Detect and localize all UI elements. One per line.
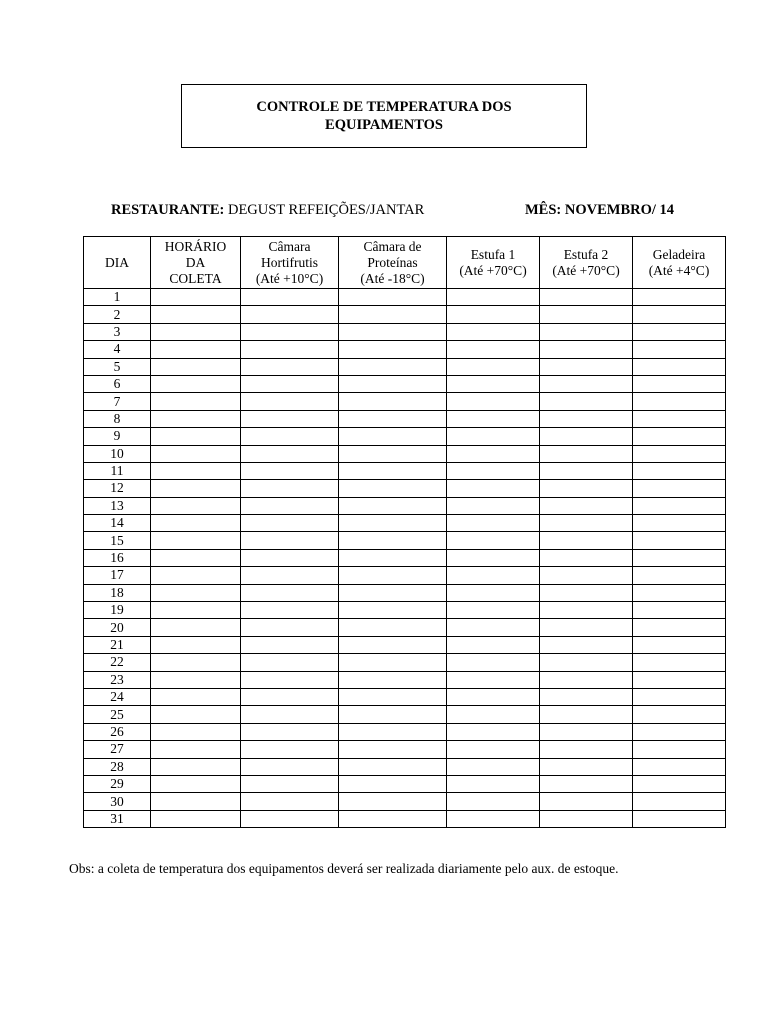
table-row bbox=[84, 793, 726, 810]
day-cell: 26 bbox=[84, 723, 151, 740]
camara-proteinas-cell[interactable] bbox=[339, 480, 447, 497]
header-horario-line: HORÁRIO bbox=[164, 238, 227, 254]
estufa-1-cell[interactable] bbox=[447, 358, 540, 375]
estufa-1-cell[interactable] bbox=[447, 671, 540, 688]
geladeira-cell[interactable] bbox=[633, 654, 726, 671]
camara-hortifrutis-cell[interactable] bbox=[241, 671, 339, 688]
estufa-2-cell[interactable] bbox=[540, 306, 633, 323]
horario-cell[interactable] bbox=[151, 358, 241, 375]
header-dia bbox=[84, 237, 151, 289]
camara-proteinas-cell[interactable] bbox=[339, 619, 447, 636]
geladeira-cell[interactable] bbox=[633, 549, 726, 566]
estufa-2-cell[interactable] bbox=[540, 480, 633, 497]
camara-hortifrutis-cell[interactable] bbox=[241, 688, 339, 705]
camara-proteinas-cell[interactable] bbox=[339, 358, 447, 375]
camara-hortifrutis-cell[interactable] bbox=[241, 375, 339, 392]
estufa-1-cell[interactable] bbox=[447, 706, 540, 723]
header-camara-hortifrutis-line: (Até +10°C) bbox=[255, 270, 324, 286]
day-cell: 1 bbox=[84, 289, 151, 306]
estufa-1-cell[interactable] bbox=[447, 341, 540, 358]
camara-proteinas-cell[interactable] bbox=[339, 584, 447, 601]
camara-proteinas-cell[interactable] bbox=[339, 410, 447, 427]
estufa-1-cell[interactable] bbox=[447, 567, 540, 584]
table-row bbox=[84, 289, 726, 306]
horario-cell[interactable] bbox=[151, 636, 241, 653]
geladeira-cell[interactable] bbox=[633, 358, 726, 375]
estufa-1-cell[interactable] bbox=[447, 619, 540, 636]
horario-cell[interactable] bbox=[151, 289, 241, 306]
camara-proteinas-cell[interactable] bbox=[339, 393, 447, 410]
table-row bbox=[84, 741, 726, 758]
header-camara-hortifrutis-line: Hortifrutis bbox=[261, 254, 318, 270]
table-row bbox=[84, 549, 726, 566]
header-geladeira-line: (Até +4°C) bbox=[648, 262, 710, 278]
horario-cell[interactable] bbox=[151, 323, 241, 340]
day-cell: 8 bbox=[84, 410, 151, 427]
estufa-2-cell[interactable] bbox=[540, 584, 633, 601]
day-cell: 10 bbox=[84, 445, 151, 462]
geladeira-cell[interactable] bbox=[633, 515, 726, 532]
estufa-1-cell[interactable] bbox=[447, 810, 540, 827]
header-camara-hortifrutis-line: Câmara bbox=[268, 238, 311, 254]
day-cell: 30 bbox=[84, 793, 151, 810]
estufa-2-cell[interactable] bbox=[540, 289, 633, 306]
camara-hortifrutis-cell[interactable] bbox=[241, 793, 339, 810]
estufa-1-cell[interactable] bbox=[447, 289, 540, 306]
table-row bbox=[84, 654, 726, 671]
camara-hortifrutis-cell[interactable] bbox=[241, 445, 339, 462]
estufa-1-cell[interactable] bbox=[447, 515, 540, 532]
table-row bbox=[84, 375, 726, 392]
day-cell: 25 bbox=[84, 706, 151, 723]
geladeira-cell[interactable] bbox=[633, 584, 726, 601]
day-cell: 15 bbox=[84, 532, 151, 549]
table-row bbox=[84, 358, 726, 375]
estufa-2-cell[interactable] bbox=[540, 497, 633, 514]
estufa-1-cell[interactable] bbox=[447, 775, 540, 792]
estufa-1-cell[interactable] bbox=[447, 723, 540, 740]
table-row bbox=[84, 567, 726, 584]
estufa-1-cell[interactable] bbox=[447, 497, 540, 514]
estufa-1-cell[interactable] bbox=[447, 688, 540, 705]
camara-proteinas-cell[interactable] bbox=[339, 289, 447, 306]
header-dia-line: DIA bbox=[105, 254, 129, 270]
table-row bbox=[84, 723, 726, 740]
day-cell: 17 bbox=[84, 567, 151, 584]
camara-hortifrutis-cell[interactable] bbox=[241, 306, 339, 323]
estufa-2-cell[interactable] bbox=[540, 532, 633, 549]
estufa-1-cell[interactable] bbox=[447, 480, 540, 497]
geladeira-cell[interactable] bbox=[633, 723, 726, 740]
estufa-1-cell[interactable] bbox=[447, 758, 540, 775]
camara-hortifrutis-cell[interactable] bbox=[241, 358, 339, 375]
horario-cell[interactable] bbox=[151, 758, 241, 775]
estufa-2-cell[interactable] bbox=[540, 515, 633, 532]
horario-cell[interactable] bbox=[151, 497, 241, 514]
camara-proteinas-cell[interactable] bbox=[339, 497, 447, 514]
document-title-line1: CONTROLE DE TEMPERATURA DOS bbox=[256, 99, 512, 115]
horario-cell[interactable] bbox=[151, 341, 241, 358]
camara-hortifrutis-cell[interactable] bbox=[241, 289, 339, 306]
day-cell: 21 bbox=[84, 636, 151, 653]
header-geladeira-line: Geladeira bbox=[652, 246, 706, 262]
estufa-2-cell[interactable] bbox=[540, 654, 633, 671]
table-row bbox=[84, 428, 726, 445]
geladeira-cell[interactable] bbox=[633, 410, 726, 427]
camara-proteinas-cell[interactable] bbox=[339, 654, 447, 671]
table-row bbox=[84, 306, 726, 323]
header-estufa-2-line: Estufa 2 bbox=[563, 246, 609, 262]
camara-hortifrutis-cell[interactable] bbox=[241, 497, 339, 514]
camara-proteinas-cell[interactable] bbox=[339, 671, 447, 688]
camara-proteinas-cell[interactable] bbox=[339, 706, 447, 723]
camara-proteinas-cell[interactable] bbox=[339, 341, 447, 358]
estufa-1-cell[interactable] bbox=[447, 445, 540, 462]
day-cell: 13 bbox=[84, 497, 151, 514]
table-row bbox=[84, 323, 726, 340]
header-camara-proteinas-line: (Até -18°C) bbox=[360, 270, 425, 286]
day-cell: 6 bbox=[84, 375, 151, 392]
table-body bbox=[84, 289, 726, 828]
camara-proteinas-cell[interactable] bbox=[339, 428, 447, 445]
day-cell: 22 bbox=[84, 654, 151, 671]
camara-hortifrutis-cell[interactable] bbox=[241, 480, 339, 497]
estufa-2-cell[interactable] bbox=[540, 462, 633, 479]
camara-proteinas-cell[interactable] bbox=[339, 741, 447, 758]
horario-cell[interactable] bbox=[151, 584, 241, 601]
geladeira-cell[interactable] bbox=[633, 706, 726, 723]
estufa-1-cell[interactable] bbox=[447, 532, 540, 549]
geladeira-cell[interactable] bbox=[633, 480, 726, 497]
camara-proteinas-cell[interactable] bbox=[339, 636, 447, 653]
table-row bbox=[84, 602, 726, 619]
camara-hortifrutis-cell[interactable] bbox=[241, 567, 339, 584]
day-cell: 7 bbox=[84, 393, 151, 410]
camara-hortifrutis-cell[interactable] bbox=[241, 741, 339, 758]
geladeira-cell[interactable] bbox=[633, 445, 726, 462]
estufa-2-cell[interactable] bbox=[540, 793, 633, 810]
header-estufa-2-line: (Até +70°C) bbox=[552, 262, 620, 278]
day-cell: 12 bbox=[84, 480, 151, 497]
camara-proteinas-cell[interactable] bbox=[339, 532, 447, 549]
table-header-row bbox=[84, 237, 726, 289]
estufa-2-cell[interactable] bbox=[540, 549, 633, 566]
horario-cell[interactable] bbox=[151, 428, 241, 445]
day-cell: 5 bbox=[84, 358, 151, 375]
horario-cell[interactable] bbox=[151, 515, 241, 532]
geladeira-cell[interactable] bbox=[633, 688, 726, 705]
geladeira-cell[interactable] bbox=[633, 810, 726, 827]
geladeira-cell[interactable] bbox=[633, 497, 726, 514]
estufa-2-cell[interactable] bbox=[540, 393, 633, 410]
estufa-1-cell[interactable] bbox=[447, 793, 540, 810]
camara-proteinas-cell[interactable] bbox=[339, 323, 447, 340]
camara-hortifrutis-cell[interactable] bbox=[241, 602, 339, 619]
camara-hortifrutis-cell[interactable] bbox=[241, 515, 339, 532]
geladeira-cell[interactable] bbox=[633, 532, 726, 549]
table-row bbox=[84, 341, 726, 358]
estufa-2-cell[interactable] bbox=[540, 810, 633, 827]
horario-cell[interactable] bbox=[151, 706, 241, 723]
camara-proteinas-cell[interactable] bbox=[339, 375, 447, 392]
day-cell: 23 bbox=[84, 671, 151, 688]
estufa-2-cell[interactable] bbox=[540, 567, 633, 584]
estufa-1-cell[interactable] bbox=[447, 323, 540, 340]
estufa-2-cell[interactable] bbox=[540, 375, 633, 392]
estufa-1-cell[interactable] bbox=[447, 654, 540, 671]
geladeira-cell[interactable] bbox=[633, 758, 726, 775]
horario-cell[interactable] bbox=[151, 375, 241, 392]
day-cell: 31 bbox=[84, 810, 151, 827]
camara-hortifrutis-cell[interactable] bbox=[241, 810, 339, 827]
header-camara-proteinas bbox=[339, 237, 447, 289]
day-cell: 2 bbox=[84, 306, 151, 323]
horario-cell[interactable] bbox=[151, 410, 241, 427]
estufa-2-cell[interactable] bbox=[540, 706, 633, 723]
day-cell: 16 bbox=[84, 549, 151, 566]
estufa-1-cell[interactable] bbox=[447, 549, 540, 566]
camara-hortifrutis-cell[interactable] bbox=[241, 619, 339, 636]
camara-hortifrutis-cell[interactable] bbox=[241, 723, 339, 740]
estufa-2-cell[interactable] bbox=[540, 323, 633, 340]
horario-cell[interactable] bbox=[151, 306, 241, 323]
camara-hortifrutis-cell[interactable] bbox=[241, 758, 339, 775]
camara-proteinas-cell[interactable] bbox=[339, 602, 447, 619]
table-row bbox=[84, 706, 726, 723]
camara-hortifrutis-cell[interactable] bbox=[241, 428, 339, 445]
restaurante-value: DEGUST REFEIÇÕES/JANTAR bbox=[227, 202, 425, 218]
day-cell: 27 bbox=[84, 741, 151, 758]
header-estufa-2 bbox=[540, 237, 633, 289]
table-row bbox=[84, 532, 726, 549]
estufa-1-cell[interactable] bbox=[447, 602, 540, 619]
horario-cell[interactable] bbox=[151, 602, 241, 619]
camara-hortifrutis-cell[interactable] bbox=[241, 323, 339, 340]
camara-proteinas-cell[interactable] bbox=[339, 515, 447, 532]
table-row bbox=[84, 810, 726, 827]
geladeira-cell[interactable] bbox=[633, 775, 726, 792]
header-estufa-1-line: (Até +70°C) bbox=[459, 262, 527, 278]
camara-proteinas-cell[interactable] bbox=[339, 758, 447, 775]
estufa-2-cell[interactable] bbox=[540, 758, 633, 775]
geladeira-cell[interactable] bbox=[633, 341, 726, 358]
temperature-table bbox=[83, 236, 726, 828]
day-cell: 18 bbox=[84, 584, 151, 601]
header-horario-line: DA bbox=[185, 254, 206, 270]
day-cell: 3 bbox=[84, 323, 151, 340]
camara-hortifrutis-cell[interactable] bbox=[241, 706, 339, 723]
day-cell: 4 bbox=[84, 341, 151, 358]
header-horario-line: COLETA bbox=[169, 270, 222, 286]
header-estufa-1-line: Estufa 1 bbox=[470, 246, 516, 262]
header-horario bbox=[151, 237, 241, 289]
estufa-2-cell[interactable] bbox=[540, 445, 633, 462]
horario-cell[interactable] bbox=[151, 688, 241, 705]
camara-hortifrutis-cell[interactable] bbox=[241, 532, 339, 549]
table-row bbox=[84, 775, 726, 792]
day-cell: 28 bbox=[84, 758, 151, 775]
geladeira-cell[interactable] bbox=[633, 323, 726, 340]
table-row bbox=[84, 480, 726, 497]
document-title-box bbox=[181, 84, 587, 148]
horario-cell[interactable] bbox=[151, 741, 241, 758]
estufa-2-cell[interactable] bbox=[540, 723, 633, 740]
geladeira-cell[interactable] bbox=[633, 636, 726, 653]
header-camara-proteinas-line: Câmara de bbox=[363, 238, 422, 254]
document-title-line2: EQUIPAMENTOS bbox=[325, 117, 443, 133]
geladeira-cell[interactable] bbox=[633, 619, 726, 636]
horario-cell[interactable] bbox=[151, 723, 241, 740]
geladeira-cell[interactable] bbox=[633, 393, 726, 410]
estufa-1-cell[interactable] bbox=[447, 375, 540, 392]
header-camara-hortifrutis bbox=[241, 237, 339, 289]
day-cell: 14 bbox=[84, 515, 151, 532]
camara-hortifrutis-cell[interactable] bbox=[241, 584, 339, 601]
camara-hortifrutis-cell[interactable] bbox=[241, 775, 339, 792]
estufa-1-cell[interactable] bbox=[447, 636, 540, 653]
table-row bbox=[84, 393, 726, 410]
horario-cell[interactable] bbox=[151, 567, 241, 584]
table-row bbox=[84, 497, 726, 514]
estufa-2-cell[interactable] bbox=[540, 428, 633, 445]
day-cell: 19 bbox=[84, 602, 151, 619]
estufa-1-cell[interactable] bbox=[447, 410, 540, 427]
horario-cell[interactable] bbox=[151, 532, 241, 549]
table-row bbox=[84, 688, 726, 705]
geladeira-cell[interactable] bbox=[633, 741, 726, 758]
restaurante-line bbox=[111, 201, 424, 219]
estufa-2-cell[interactable] bbox=[540, 636, 633, 653]
header-estufa-1 bbox=[447, 237, 540, 289]
day-cell: 20 bbox=[84, 619, 151, 636]
camara-hortifrutis-cell[interactable] bbox=[241, 341, 339, 358]
horario-cell[interactable] bbox=[151, 549, 241, 566]
estufa-1-cell[interactable] bbox=[447, 306, 540, 323]
geladeira-cell[interactable] bbox=[633, 602, 726, 619]
camara-proteinas-cell[interactable] bbox=[339, 445, 447, 462]
horario-cell[interactable] bbox=[151, 671, 241, 688]
day-cell: 11 bbox=[84, 462, 151, 479]
horario-cell[interactable] bbox=[151, 619, 241, 636]
estufa-2-cell[interactable] bbox=[540, 688, 633, 705]
camara-hortifrutis-cell[interactable] bbox=[241, 393, 339, 410]
table-row bbox=[84, 758, 726, 775]
table-row bbox=[84, 515, 726, 532]
table-row bbox=[84, 584, 726, 601]
camara-hortifrutis-cell[interactable] bbox=[241, 654, 339, 671]
estufa-2-cell[interactable] bbox=[540, 341, 633, 358]
camara-proteinas-cell[interactable] bbox=[339, 688, 447, 705]
camara-hortifrutis-cell[interactable] bbox=[241, 462, 339, 479]
estufa-1-cell[interactable] bbox=[447, 428, 540, 445]
mes-line: MÊS: NOVEMBRO/ 14 bbox=[525, 202, 675, 218]
table-row bbox=[84, 462, 726, 479]
horario-cell[interactable] bbox=[151, 775, 241, 792]
restaurante-label: RESTAURANTE: bbox=[111, 202, 225, 218]
table-row bbox=[84, 445, 726, 462]
camara-hortifrutis-cell[interactable] bbox=[241, 410, 339, 427]
geladeira-cell[interactable] bbox=[633, 428, 726, 445]
camara-proteinas-cell[interactable] bbox=[339, 775, 447, 792]
geladeira-cell[interactable] bbox=[633, 462, 726, 479]
estufa-2-cell[interactable] bbox=[540, 602, 633, 619]
header-geladeira bbox=[633, 237, 726, 289]
estufa-2-cell[interactable] bbox=[540, 410, 633, 427]
day-cell: 29 bbox=[84, 775, 151, 792]
estufa-1-cell[interactable] bbox=[447, 462, 540, 479]
geladeira-cell[interactable] bbox=[633, 567, 726, 584]
horario-cell[interactable] bbox=[151, 793, 241, 810]
horario-cell[interactable] bbox=[151, 462, 241, 479]
table-row bbox=[84, 671, 726, 688]
camara-proteinas-cell[interactable] bbox=[339, 793, 447, 810]
camara-proteinas-cell[interactable] bbox=[339, 549, 447, 566]
table-row bbox=[84, 636, 726, 653]
camara-proteinas-cell[interactable] bbox=[339, 810, 447, 827]
horario-cell[interactable] bbox=[151, 445, 241, 462]
horario-cell[interactable] bbox=[151, 480, 241, 497]
camara-proteinas-cell[interactable] bbox=[339, 567, 447, 584]
observation-note: Obs: a coleta de temperatura dos equipamentos deverá ser realizada diariamente pelo aux. de estoque. bbox=[69, 861, 619, 876]
estufa-1-cell[interactable] bbox=[447, 584, 540, 601]
geladeira-cell[interactable] bbox=[633, 375, 726, 392]
geladeira-cell[interactable] bbox=[633, 671, 726, 688]
horario-cell[interactable] bbox=[151, 810, 241, 827]
table-row bbox=[84, 619, 726, 636]
geladeira-cell[interactable] bbox=[633, 289, 726, 306]
header-camara-proteinas-line: Proteínas bbox=[367, 254, 418, 270]
day-cell: 24 bbox=[84, 688, 151, 705]
estufa-1-cell[interactable] bbox=[447, 393, 540, 410]
camara-hortifrutis-cell[interactable] bbox=[241, 549, 339, 566]
estufa-2-cell[interactable] bbox=[540, 671, 633, 688]
horario-cell[interactable] bbox=[151, 393, 241, 410]
estufa-2-cell[interactable] bbox=[540, 619, 633, 636]
geladeira-cell[interactable] bbox=[633, 793, 726, 810]
camara-proteinas-cell[interactable] bbox=[339, 306, 447, 323]
estufa-2-cell[interactable] bbox=[540, 775, 633, 792]
camara-proteinas-cell[interactable] bbox=[339, 462, 447, 479]
table-row bbox=[84, 410, 726, 427]
geladeira-cell[interactable] bbox=[633, 306, 726, 323]
estufa-2-cell[interactable] bbox=[540, 358, 633, 375]
day-cell: 9 bbox=[84, 428, 151, 445]
camara-hortifrutis-cell[interactable] bbox=[241, 636, 339, 653]
estufa-1-cell[interactable] bbox=[447, 741, 540, 758]
estufa-2-cell[interactable] bbox=[540, 741, 633, 758]
camara-proteinas-cell[interactable] bbox=[339, 723, 447, 740]
horario-cell[interactable] bbox=[151, 654, 241, 671]
